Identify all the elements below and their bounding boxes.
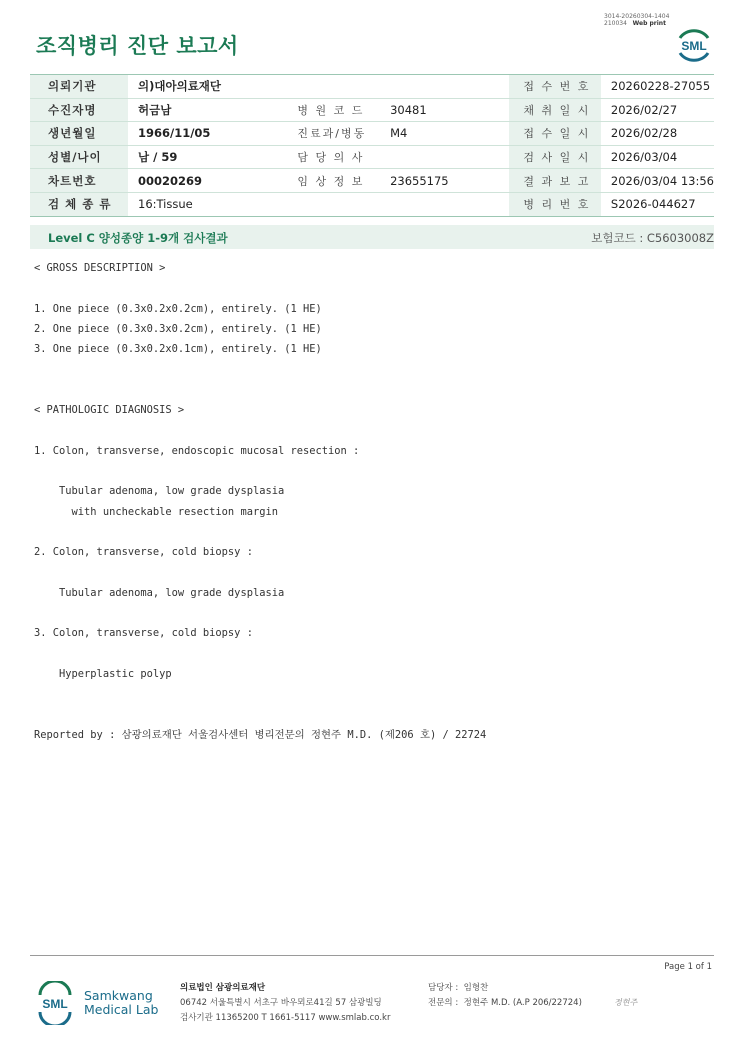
info-label (281, 192, 380, 216)
info-label: 담 당 의 사 (281, 145, 380, 169)
footer-brand (84, 989, 158, 1017)
footer-divider (30, 955, 714, 956)
manager-name: 임형찬 (463, 983, 489, 993)
info-label: 접 수 번 호 (509, 75, 601, 99)
info-label: 차트번호 (30, 169, 128, 193)
info-row (30, 122, 714, 146)
insurance-code: 보험코드 : C5603008Z (591, 231, 714, 245)
specialist-label: 전문의 : (428, 998, 459, 1008)
print-code-line (604, 20, 669, 27)
manager-label: 담당자 : (428, 983, 459, 993)
info-value: 1966/11/05 (128, 122, 281, 146)
info-value: 20260228-27055 (601, 75, 714, 99)
info-label: 수진자명 (30, 98, 128, 122)
info-value (380, 75, 509, 99)
info-value: 남 / 59 (128, 145, 281, 169)
page-number: Page 1 of 1 (664, 962, 712, 972)
info-label: 생년월일 (30, 122, 128, 146)
info-label: 검 사 일 시 (509, 145, 601, 169)
sml-logo-icon (674, 26, 714, 64)
org-address: 06742 서울특별시 서초구 바우뫼로41길 57 삼광빌딩 (180, 998, 382, 1008)
info-row (30, 145, 714, 169)
report-title: 조직병리 진단 보고서 (36, 34, 239, 58)
print-id: 3014-20260304-1404 (604, 13, 670, 20)
report-body: < GROSS DESCRIPTION > 1. One piece (0.3x0.2x0.2cm), entirely. (1 HE) 2. One piece (0.3x0.3x0.2cm), entirely. (1 HE) 3. One piece (0.3x0.2x0.1cm), entirely. (1 HE) < PATHOLOGIC DIAGNOSIS > 1. Colon, transverse, endoscopic mucosal resection : Tubular adenoma, low grade dysplasia with uncheckable resection margin 2. Colon, transverse, cold biopsy : Tubular adenoma, low grade dysplasia 3. Colon, transverse, cold biopsy : Hyperplastic polyp Reported by : 삼광의료재단 서울검사센터 병리전문의 정현주 M.D. (제206 호) / 22724 (34, 262, 487, 741)
info-label: 임 상 정 보 (281, 169, 380, 193)
info-value: 23655175 (380, 169, 509, 193)
info-label: 채 취 일 시 (509, 98, 601, 122)
brand-line-1: Samkwang (84, 988, 153, 1003)
info-value: 2026/02/27 (601, 98, 714, 122)
org-name: 의료법인 삼광의료재단 (180, 983, 266, 993)
brand-line-2: Medical Lab (84, 1002, 159, 1017)
info-value: 16:Tissue (128, 192, 281, 216)
info-value: 2026/03/04 (601, 145, 714, 169)
info-label: 성별/나이 (30, 145, 128, 169)
info-label: 결 과 보 고 (509, 169, 601, 193)
info-row (30, 192, 714, 216)
info-value: 30481 (380, 98, 509, 122)
info-label: 접 수 일 시 (509, 122, 601, 146)
signature: 정현주 (614, 998, 638, 1007)
info-value: 허금남 (128, 98, 281, 122)
info-label: 의뢰기관 (30, 75, 128, 99)
patient-info-table (30, 74, 714, 217)
info-value: 2026/03/04 13:56 (601, 169, 714, 193)
info-label: 병 리 번 호 (509, 192, 601, 216)
info-value: 00020269 (128, 169, 281, 193)
info-label: 진료과/병동 (281, 122, 380, 146)
sml-logo-text: SML (681, 39, 707, 53)
print-meta (604, 13, 669, 27)
footer-logo-text: SML (42, 997, 68, 1011)
info-value: 의)대아의료재단 (128, 75, 281, 99)
info-row (30, 75, 714, 99)
test-name: Level C 양성종양 1-9개 검사결과 (48, 231, 228, 245)
footer-org (180, 981, 390, 1026)
info-label: 병 원 코 드 (281, 98, 380, 122)
footer-sml-logo-icon (36, 981, 74, 1025)
org-contact: 검사기관 11365200 T 1661-5117 www.smlab.co.kr (180, 1013, 391, 1023)
info-value: M4 (380, 122, 509, 146)
footer-staff (428, 981, 582, 1011)
info-label (281, 75, 380, 99)
specialist-name: 정현주 M.D. (A.P 206/22724) (463, 998, 582, 1008)
info-value (380, 192, 509, 216)
info-label: 검 체 종 류 (30, 192, 128, 216)
info-value: 2026/02/28 (601, 122, 714, 146)
print-code: 210034 (604, 20, 627, 27)
info-value: S2026-044627 (601, 192, 714, 216)
info-row (30, 169, 714, 193)
info-row (30, 98, 714, 122)
print-label: Web print (632, 20, 666, 27)
info-value (380, 145, 509, 169)
